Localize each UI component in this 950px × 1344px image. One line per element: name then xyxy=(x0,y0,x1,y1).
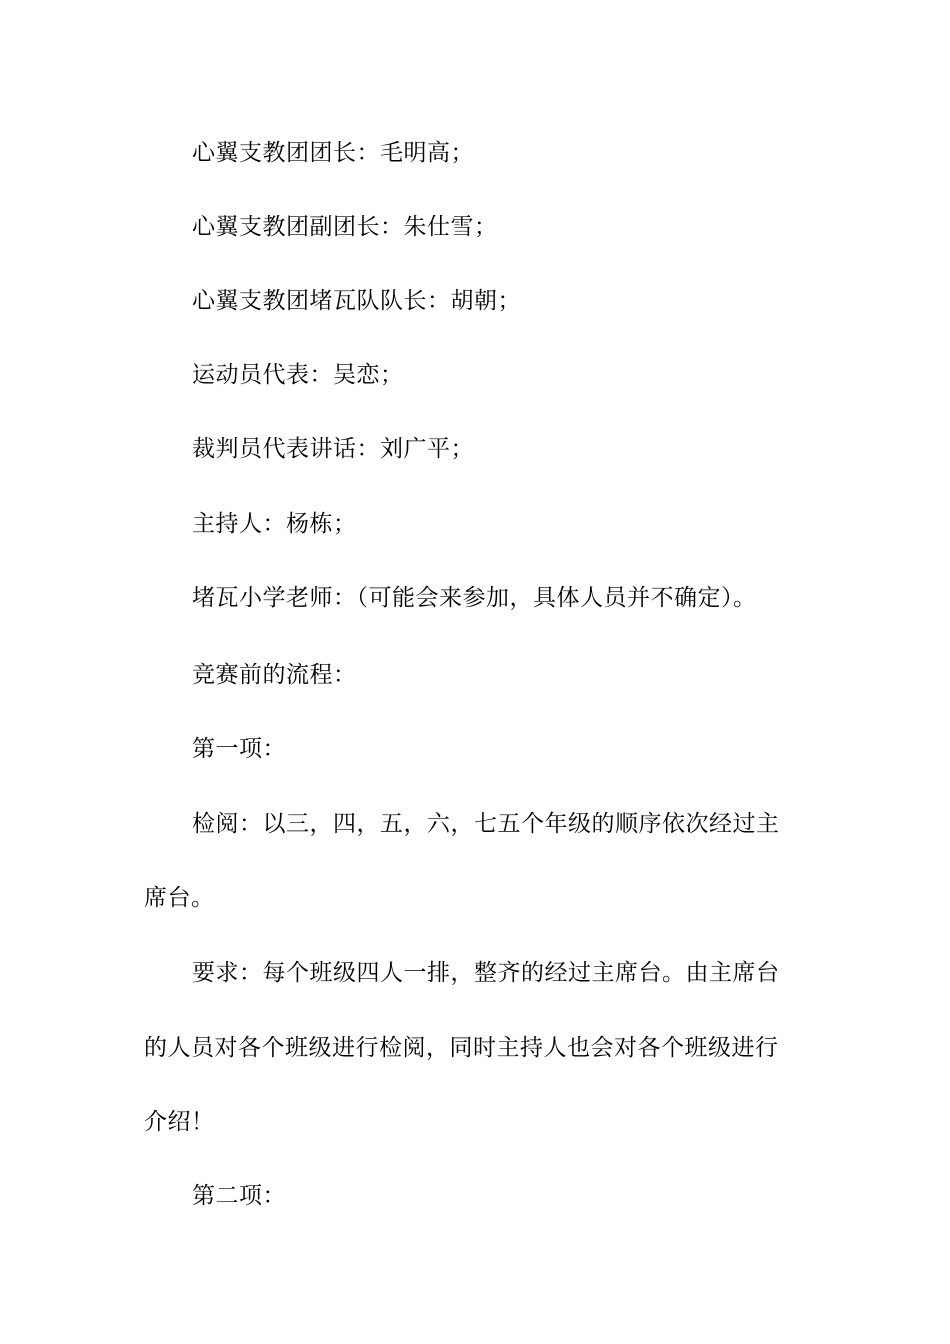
text-line-teachers: 堵瓦小学老师：（可能会来参加，具体人员并不确定）。 xyxy=(192,585,757,611)
text-line-deputy-team-leader: 心翼支教团副团长：朱仕雪； xyxy=(192,214,498,240)
text-line-item-two: 第二项： xyxy=(192,1183,286,1209)
text-line-host: 主持人：杨栋； xyxy=(192,511,357,537)
text-line-referee-representative: 裁判员代表讲话：刘广平； xyxy=(192,436,474,462)
text-line-review-cont: 席台。 xyxy=(144,885,215,911)
text-line-squad-leader: 心翼支教团堵瓦队队长：胡朝； xyxy=(192,288,521,314)
text-line-requirements-cont-2: 介绍！ xyxy=(144,1109,215,1135)
text-line-item-one: 第一项： xyxy=(192,736,286,762)
text-line-review: 检阅：以三，四，五，六，七五个年级的顺序依次经过主 xyxy=(192,811,780,837)
text-line-requirements-cont-1: 的人员对各个班级进行检阅，同时主持人也会对各个班级进行 xyxy=(144,1035,779,1061)
text-line-pre-competition-process: 竞赛前的流程： xyxy=(192,662,357,688)
text-line-athlete-representative: 运动员代表：吴恋； xyxy=(192,362,404,388)
text-line-requirements: 要求：每个班级四人一排，整齐的经过主席台。由主席台 xyxy=(192,960,780,986)
text-line-team-leader: 心翼支教团团长：毛明高； xyxy=(192,140,474,166)
